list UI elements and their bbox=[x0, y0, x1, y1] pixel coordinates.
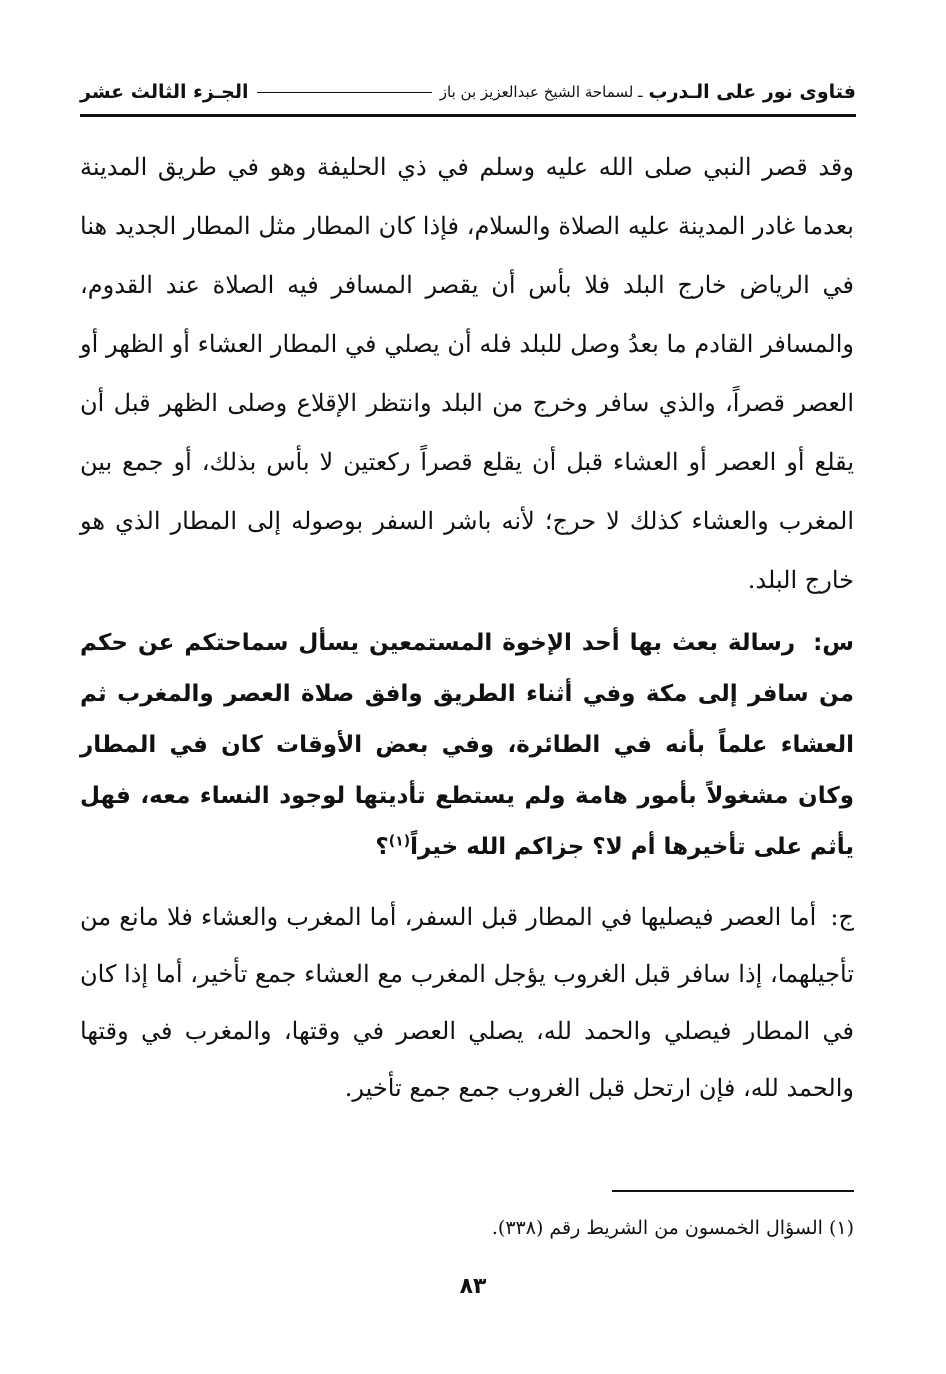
question-end-mark: ؟ bbox=[375, 834, 389, 860]
author-name: ـ لسماحة الشيخ عبدالعزيز بن باز bbox=[439, 83, 643, 101]
question-label: س: bbox=[813, 630, 854, 656]
page-number: ٨٣ bbox=[459, 1274, 487, 1299]
footnote-separator bbox=[612, 1190, 854, 1192]
question-text: رسالة بعث بها أحد الإخوة المستمعين يسأل سماحتكم عن حكم من سافر إلى مكة وفي أثناء الطريق وافق صلاة العصر والمغرب ثم العشاء علماً بأنه في الطائرة، وفي بعض الأوقات كان في المطار وكان مشغولاً بأمور هامة ولم يستطع تأديتها لوجود النساء معه، فهل يأثم على تأخيرها أم لا؟ جزاكم الله خيراً bbox=[80, 630, 854, 860]
volume-part: الجـزء الثالث عشر bbox=[80, 81, 249, 103]
question-block bbox=[80, 618, 854, 873]
page-body bbox=[80, 138, 854, 1117]
footnote-reference: (١) bbox=[388, 833, 411, 850]
paragraph-continuation: وقد قصر النبي صلى الله عليه وسلم في ذي الحليفة وهو في طريق المدينة بعدما غادر المدينة عليه الصلاة والسلام، فإذا كان المطار مثل المطار الجديد هنا في الرياض خارج البلد فلا بأس أن يقصر المسافر فيه الصلاة عند القدوم، والمسافر القادم ما بعدُ وصل للبلد فله أن يصلي في المطار العشاء أو الظهر أو العصر قصراً، والذي سافر وخرج من البلد وانتظر الإقلاع وصلى الظهر قبل أن يقلع أو العصر أو العشاء قبل أن يقلع قصراً ركعتين لا بأس بذلك، أو جمع بين المغرب والعشاء كذلك لا حرج؛ لأنه باشر السفر بوصوله إلى المطار الذي هو خارج البلد. bbox=[80, 153, 855, 594]
answer-text: أما العصر فيصليها في المطار قبل السفر، أما المغرب والعشاء فلا مانع من تأجيلهما، إذا سافر قبل الغروب يؤجل المغرب مع العشاء جمع تأخير، أما إذا كان في المطار فيصلي والحمد لله، يصلي العصر في وقتها، والمغرب في وقتها والحمد لله، فإن ارتحل قبل الغروب جمع جمع تأخير. bbox=[80, 903, 854, 1102]
footnote-text: السؤال الخمسون من الشريط رقم (٣٣٨). bbox=[491, 1217, 823, 1239]
book-title: فتاوى نور على الـدرب bbox=[648, 81, 856, 103]
answer-label: ج: bbox=[830, 903, 854, 931]
footnote-marker: (١) bbox=[828, 1217, 854, 1239]
running-header bbox=[80, 70, 856, 117]
answer-block bbox=[80, 889, 854, 1117]
footnote bbox=[80, 1212, 854, 1244]
header-rule bbox=[257, 91, 432, 93]
